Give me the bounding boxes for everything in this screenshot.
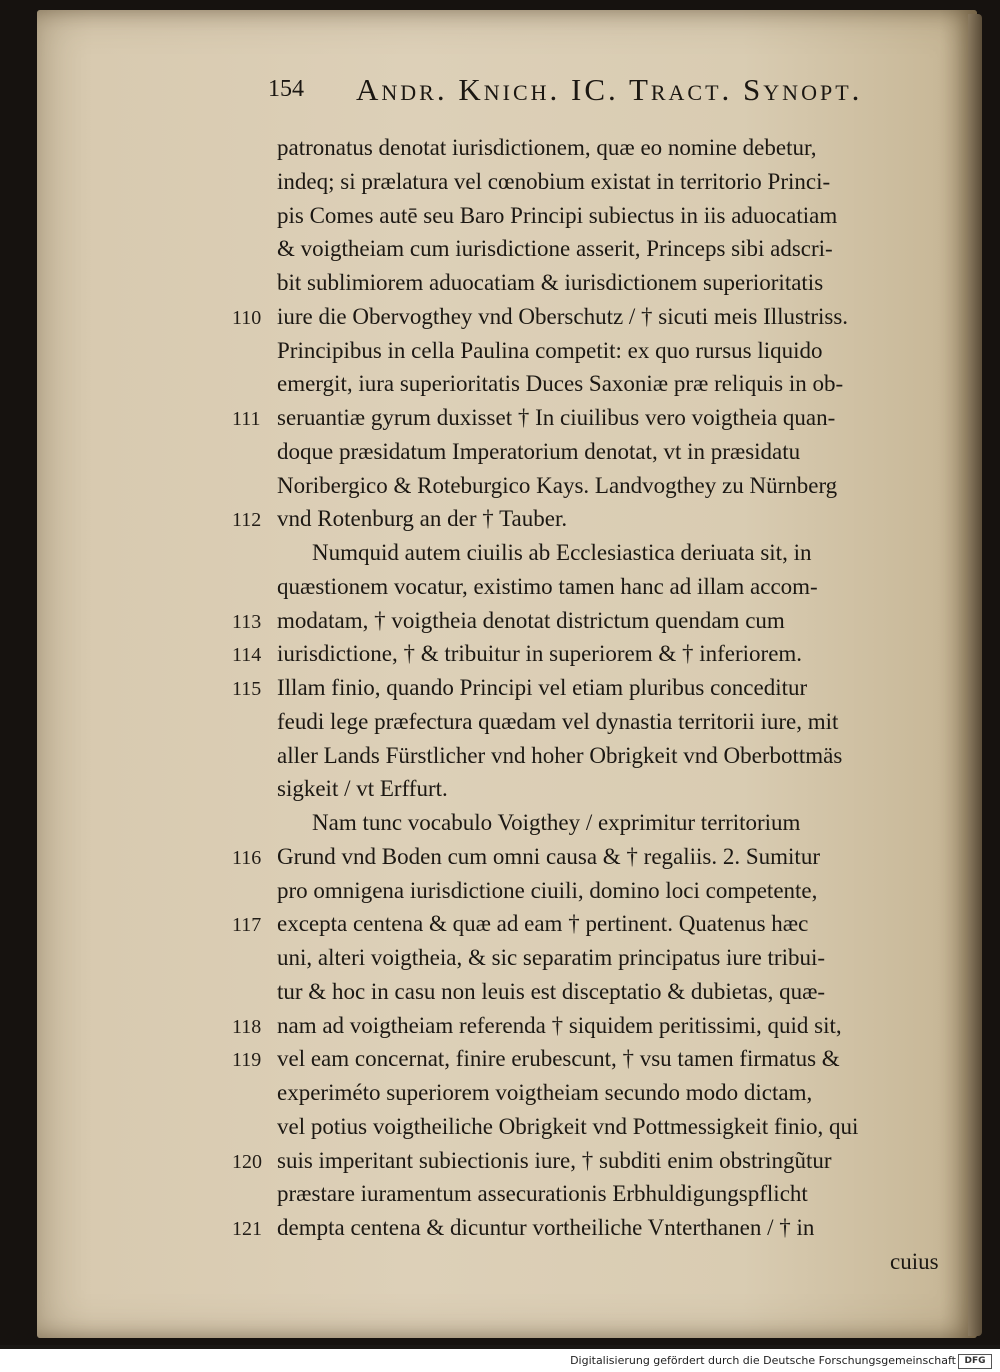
text-line: patronatus denotat iurisdictionem, quæ eo nomine debetur, (277, 135, 817, 160)
text-line: iurisdictione, † & tribuitur in superiorem & † inferiorem. (277, 641, 803, 666)
text-line: Noribergico & Roteburgico Kays. Landvogthey zu Nürnberg (277, 473, 838, 498)
page-number: 154 (268, 76, 304, 102)
text-line: aller Lands Fürstlicher vnd hoher Obrigkeit vnd Oberbottmäs (277, 743, 843, 768)
margin-number: 112 (232, 509, 262, 531)
margin-number: 113 (232, 611, 262, 633)
text-line: doque præsidatum Imperatorium denotat, vt in præsidatu (277, 439, 801, 464)
text-line: pro omnigena iurisdictione ciuili, domino loci competente, (277, 878, 818, 903)
text-line: tur & hoc in casu non leuis est disceptatio & dubietas, quæ- (277, 979, 826, 1004)
dfg-logo-icon: DFG (958, 1354, 992, 1369)
page-header (268, 72, 908, 112)
text-line: bit sublimiorem aduocatiam & iurisdictionem superioritatis (277, 270, 824, 295)
text-line: excepta centena & quæ ad eam † pertinent. Quatenus hæc (277, 911, 809, 936)
text-line: iure die Obervogthey vnd Oberschutz / † sicuti meis Illustriss. (277, 304, 849, 329)
text-line: Nam tunc vocabulo Voigthey / exprimitur territorium (312, 810, 801, 835)
text-line: sigkeit / vt Erffurt. (277, 776, 448, 801)
text-line: feudi lege præfectura quædam vel dynastia territorii iure, mit (277, 709, 839, 734)
text-line: vel potius voigtheiliche Obrigkeit vnd Pottmessigkeit finio, qui (277, 1114, 859, 1139)
margin-number: 116 (232, 847, 262, 869)
margin-number: 118 (232, 1016, 262, 1038)
text-line: præstare iuramentum assecurationis Erbhuldigungspflicht (277, 1181, 808, 1206)
text-line: seruantiæ gyrum duxisset † In ciuilibus vero voigtheia quan- (277, 405, 836, 430)
text-line: pis Comes autē seu Baro Principi subiectus in iis aduocatiam (277, 203, 838, 228)
text-line: Illam finio, quando Principi vel etiam pluribus conceditur (277, 675, 808, 700)
text-line: emergit, iura superioritatis Duces Saxoniæ præ reliquis in ob- (277, 371, 844, 396)
page-edge (968, 14, 982, 1336)
text-line: Principibus in cella Paulina competit: ex quo rursus liquido (277, 338, 823, 363)
text-line: experiméto superiorem voigtheiam secundo modo dictam, (277, 1080, 813, 1105)
text-line: vel eam concernat, finire erubescunt, † vsu tamen firmatus & (277, 1046, 840, 1071)
margin-number: 110 (232, 307, 262, 329)
text-line: & voigtheiam cum iurisdictione asserit, Princeps sibi adscri- (277, 236, 833, 261)
margin-number: 115 (232, 678, 262, 700)
margin-number: 119 (232, 1049, 262, 1071)
catchword: cuius (890, 1249, 939, 1274)
margin-number: 114 (232, 644, 262, 666)
text-line: suis imperitant subiectionis iure, † subditi enim obstringũtur (277, 1148, 832, 1173)
text-line: dempta centena & dicuntur vortheiliche Vnterthanen / † in (277, 1215, 815, 1240)
margin-number: 120 (232, 1151, 262, 1173)
text-line: vnd Rotenburg an der † Tauber. (277, 506, 568, 531)
footer-text: Digitalisierung gefördert durch die Deutsche Forschungsgemeinschaft (570, 1354, 956, 1367)
margin-number: 117 (232, 914, 262, 936)
text-line: Grund vnd Boden cum omni causa & † regaliis. 2. Sumitur (277, 844, 820, 869)
running-title: Andr. Knich. IC. Tract. Synopt. (356, 72, 863, 107)
text-line: Numquid autem ciuilis ab Ecclesiastica deriuata sit, in (312, 540, 812, 565)
margin-number: 111 (232, 408, 261, 430)
text-line: uni, alteri voigtheia, & sic separatim principatus iure tribui- (277, 945, 826, 970)
text-line: quæstionem vocatur, existimo tamen hanc ad illam accom- (277, 574, 818, 599)
margin-number: 121 (232, 1218, 262, 1240)
digitization-footer (0, 1349, 1000, 1372)
text-line: modatam, † voigtheia denotat districtum quendam cum (277, 608, 785, 633)
text-line: nam ad voigtheiam referenda † siquidem peritissimi, quid sit, (277, 1013, 842, 1038)
text-line: indeq; si prælatura vel cœnobium existat in territorio Princi- (277, 169, 831, 194)
